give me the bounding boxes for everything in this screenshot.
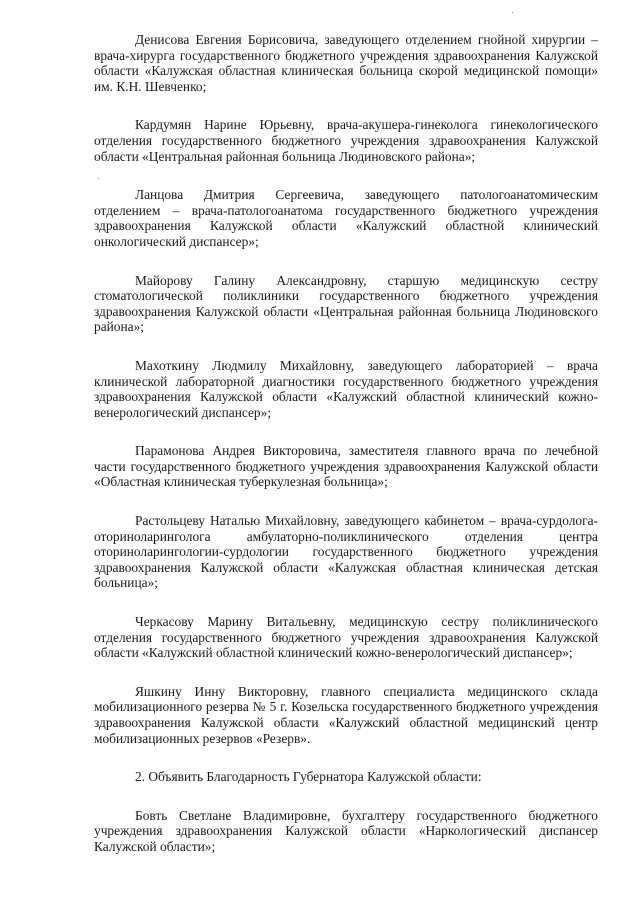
- award-paragraph-mayorova: Майорову Галину Александровну, старшую медицинскую сестру стоматологической поликлиники государственного бюджетного учреждения здравоохранения Калужской области «Центральная районная больница Людиновского района»;: [94, 272, 598, 335]
- award-paragraph-denisov: Денисова Евгения Борисовича, заведующего отделением гнойной хирургии – врача-хирурга государственного бюджетного учреждения здравоохранения Калужской области «Калужская областная клиническая больница скорой медицинской помощи» им. К.Н. Шевченко;: [94, 32, 598, 94]
- award-paragraph-lantsov: Ланцова Дмитрия Сергеевича, заведующего патологоанатомическим отделением – врача-патологоанатома государственного бюджетного учреждения здравоохранения Калужской области «Калужский областной клинический онкологический диспансер»;: [94, 187, 598, 249]
- award-paragraph-cherkasova: Черкасову Марину Витальевну, медицинскую сестру поликлинического отделения государственного бюджетного учреждения здравоохранения Калужской области «Калужский областной клинический кожно-венерологический диспансер»;: [94, 614, 598, 661]
- scan-speck: [512, 12, 513, 13]
- award-paragraph-rastoltseva: Растольцеву Наталью Михайловну, заведующего кабинетом – врача-сурдолога-оториноларинголога амбулаторно-поликлинического отделения центра оториноларингологии-сурдологии государственного бюджетного учреждения здравоохранения Калужской области «Калужская областная клиническая детская больница»;: [94, 513, 598, 591]
- award-paragraph-paramonov: Парамонова Андрея Викторовича, заместителя главного врача по лечебной части государственного бюджетного учреждения здравоохранения Калужской области «Областная клиническая туберкулезная больница»;: [94, 443, 598, 490]
- gratitude-paragraph-bovt: Бовть Светлане Владимировне, бухгалтеру государственного бюджетного учреждения здравоохранения Калужской области «Наркологический диспансер Калужской области»;: [94, 807, 598, 854]
- award-paragraph-kardumyan: Кардумян Нарине Юрьевну, врача-акушера-гинеколога гинекологического отделения государственного бюджетного учреждения здравоохранения Калужской области «Центральная районная больница Людиновского района»;: [94, 117, 598, 164]
- award-paragraph-yashkina: Яшкину Инну Викторовну, главного специалиста медицинского склада мобилизационного резерва № 5 г. Козельска государственного бюджетного учреждения здравоохранения Калужской области «Калужский областной медицинский центр мобилизационных резервов «Резерв».: [94, 683, 598, 746]
- section-heading-gratitude: 2. Объявить Благодарность Губернатора Калужской области:: [135, 769, 482, 785]
- document-body: [94, 32, 598, 878]
- award-paragraph-makhotkina: Махоткину Людмилу Михайловну, заведующего лабораторией – врача клинической лабораторной диагностики государственного бюджетного учреждения здравоохранения Калужской области «Калужский областной клинический кожно-венерологический диспансер»;: [94, 357, 598, 420]
